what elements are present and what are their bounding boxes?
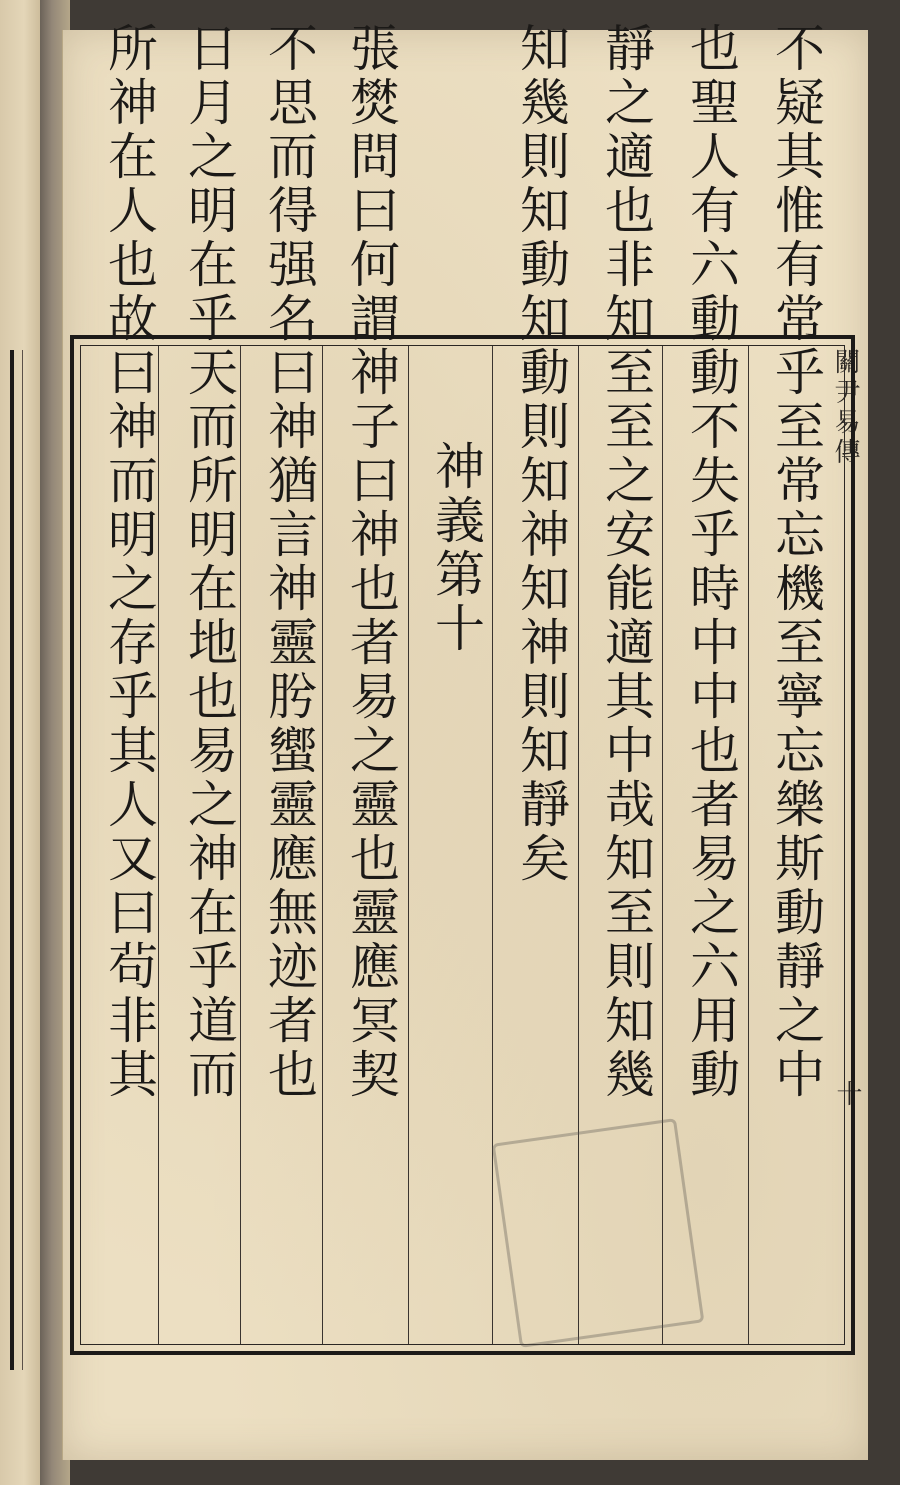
text-column-9: 所神在人也故曰神而明之存乎其人又曰茍非其 <box>100 22 158 1102</box>
text-column-7: 不思而得强名曰神猶言神靈肹蠁靈應無迹者也 <box>260 22 318 1102</box>
text-column-1: 不疑其惟有常乎至常忘機至寧忘樂斯動靜之中 <box>767 22 825 1102</box>
text-column-8: 日月之明在乎天而所明在地也易之神在乎道而 <box>180 22 238 1102</box>
running-title: 關尹易傳 <box>830 348 860 468</box>
column-divider <box>322 346 323 1344</box>
previous-page-edge <box>0 0 40 1485</box>
column-divider <box>158 346 159 1344</box>
section-heading: 神義第十 <box>427 440 485 656</box>
column-divider <box>408 346 409 1344</box>
text-column-4: 知幾則知動知動則知神知神則知靜矣 <box>512 22 570 886</box>
column-divider <box>748 346 749 1344</box>
previous-page-inner-border <box>22 350 23 1370</box>
text-column-6: 張燓問曰何謂神子曰神也者易之靈也靈應冥契 <box>342 22 400 1102</box>
folio-number: 十 <box>832 1080 862 1106</box>
column-divider <box>240 346 241 1344</box>
previous-page-border <box>10 350 14 1370</box>
text-column-3: 靜之適也非知至至之安能適其中哉知至則知幾 <box>597 22 655 1102</box>
text-column-2: 也聖人有六動動不失乎時中中也者易之六用動 <box>682 22 740 1102</box>
faded-seal-stamp <box>492 1118 705 1348</box>
column-divider <box>492 346 493 1344</box>
